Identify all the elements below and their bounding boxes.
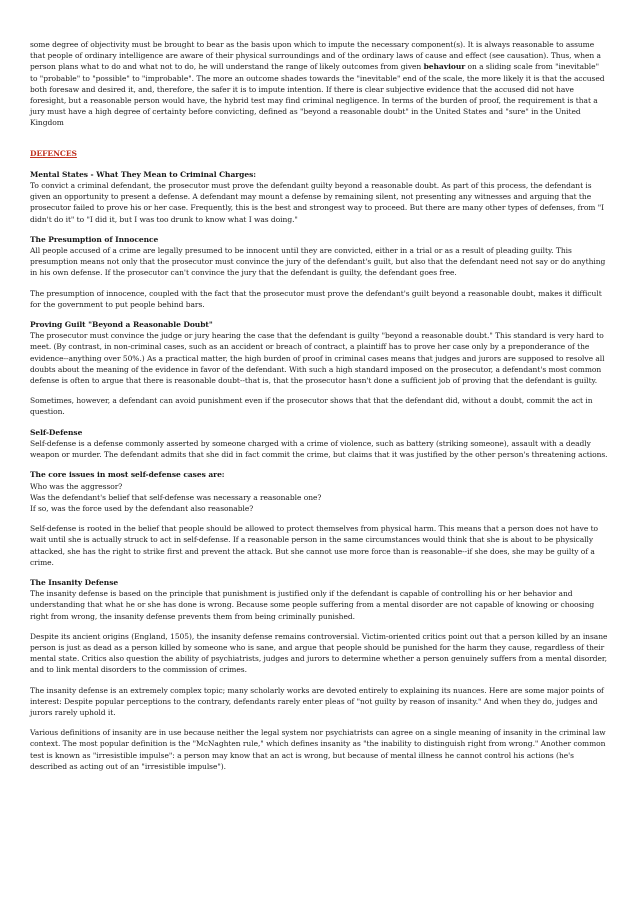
core-issues-list — [30, 481, 608, 515]
proving-guilt-paragraph-1: The prosecutor must convince the judge or jury hearing the case that the defendant is guilty "beyond a reasonable doubt." This standard is very hard to meet. (By contrast, in non-criminal cases, such as an accident or breach of contract, a plaintiff has to prove her case only by a preponderance of the evidence--anything over 50%.) As a practical matter, the high burden of proof in criminal cases means that judges and jurors are supposed to resolve all doubts about the meaning of the evidence in favor of the defendant. With such a high standard imposed on the prosecutor, a defendant's most common defense is often to argue that there is reasonable doubt--that is, that the prosecutor hasn't done a sufficient job of proving that the defendant is guilty. — [30, 331, 605, 386]
presumption-paragraph-1: All people accused of a crime are legally presumed to be innocent until they are convicted, either in a trial or as a result of pleading guilty. This presumption means not only that the prosecutor must convince the jury of the defendant's guilt, but also that the defendant need not say or do anything in his own defense. If the prosecutor can't convince the jury that the defendant is guilty, the defendant goes free. — [30, 246, 606, 278]
mental-states-title: Mental States - What They Mean to Criminal Charges: — [30, 169, 257, 179]
core-issue-question: Who was the aggressor? — [30, 481, 123, 491]
insanity-paragraph-1: The insanity defense is based on the principle that punishment is justified only if the defendant is capable of controlling his or her behavior and understanding that what he or she has done is wrong. Because some people suffering from a mental disorder are not capable of knowing or choosing right from wrong, the insanity defense prevents them from being criminally punished. — [30, 589, 595, 621]
self-defense-paragraph: Self-defense is a defense commonly asserted by someone charged with a crime of violence, such as battery (striking someone), assault with a deadly weapon or murder. The defendant admits that she did in fact commit the crime, but claims that it was justified by the other person's threatening actions. — [30, 438, 608, 460]
self-defense-title: Self-Defense — [30, 427, 83, 437]
core-issues-title: The core issues in most self-defense cases are: — [30, 470, 225, 480]
intro-paragraph — [30, 39, 608, 129]
presumption-paragraph-2: The presumption of innocence, coupled with the fact that the prosecutor must prove the defendant's guilt beyond a reasonable doubt, makes it difficult for the government to put people behind bars. — [30, 288, 602, 309]
mental-states-paragraph: To convict a criminal defendant, the prosecutor must prove the defendant guilty beyond a reasonable doubt. As part of this process, the defendant is given an opportunity to present a defense. A defendant may mount a defense by remaining silent, not presenting any witnesses and arguing that the prosecutor failed to prove his or her case. Frequently, this is the best and strongest way to proceed. But there are many other types of defenses, from "I didn't do it" to "I did it, but I was too drunk to know what I was doing." — [30, 181, 605, 224]
intro-text-after: on a sliding scale from "inevitable" to "probable" to "possible" to "improbable". The more an outcome shades towards the "inevitable" end of the scale, the more likely it is that the accused both foresaw and desired it, and, therefore, the safer it is to impute intention. If there is clear subjective evidence that the accused did not have foresight, but a reasonable person would have, the hybrid test may find criminal negligence. In terms of the burden of proof, the requirement is that a jury must have a high degree of certainty before convicting, defined as "beyond a reasonable doubt" in the United States and "sure" in the United Kingdom — [30, 62, 605, 128]
insanity-paragraph-2: Despite its ancient origins (England, 1505), the insanity defense remains controversial. Victim-oriented critics point out that a person killed by an insane person is just as dead as a person killed by someone who is sane, and argue that people should be punished for the harm they cause, regardless of their mental state. Critics also question the ability of psychiatrists, judges and jurors to determine whether a person genuinely suffers from a mental disorder, and to link mental disorders to the commission of crimes. — [30, 631, 608, 675]
proving-guilt-title: Proving Guilt "Beyond a Reasonable Doubt" — [30, 320, 213, 330]
defences-heading: DEFENCES — [30, 148, 77, 158]
core-issues-paragraph: Self-defense is rooted in the belief that people should be allowed to protect themselves from physical harm. This means that a person does not have to wait until she is actually struck to act in self-defense. If a reasonable person in the same circumstances would think that she is about to be physically attacked, she has the right to strike first and prevent the attack. But she cannot use more force than is reasonable--if she does, she may be guilty of a crime. — [30, 524, 599, 567]
core-issue-question: Was the defendant's belief that self-defense was necessary a reasonable one? — [30, 492, 322, 502]
insanity-paragraph-4: Various definitions of insanity are in use because neither the legal system nor psychiatrists can agree on a single meaning of insanity in the criminal law context. The most popular definition is the "McNaghten rule," which defines insanity as "the inability to distinguish right from wrong." Another common test is known as "irresistible impulse": a person may know that an act is wrong, but because of mental illness he cannot control his actions (he's described as acting out of an "irresistible impulse"). — [30, 728, 606, 771]
insanity-title: The Insanity Defense — [30, 577, 119, 587]
core-issue-question: If so, was the force used by the defendant also reasonable? — [30, 503, 254, 513]
intro-text-before: some degree of objectivity must be brought to bear as the basis upon which to impute the necessary component(s). It is always reasonable to assume that people of ordinary intelligence are aware of their physical surroundings and of the ordinary laws of cause and effect (see causation). Thus, when a person plans what to do and what not to do, he will understand the range of likely outcomes from given — [30, 40, 601, 72]
insanity-paragraph-3: The insanity defense is an extremely complex topic; many scholarly works are devoted entirely to explaining its nuances. Here are some major points of interest: Despite popular perceptions to the contrary, defendants rarely enter pleas of "not guilty by reason of insanity." And when they do, judges and jurors rarely uphold it. — [30, 685, 604, 717]
presumption-title: The Presumption of Innocence — [30, 234, 159, 244]
intro-bold-word: behaviour — [423, 62, 466, 72]
proving-guilt-paragraph-2: Sometimes, however, a defendant can avoid punishment even if the prosecutor shows that that the defendant did, without a doubt, commit the act in question. — [30, 396, 593, 417]
